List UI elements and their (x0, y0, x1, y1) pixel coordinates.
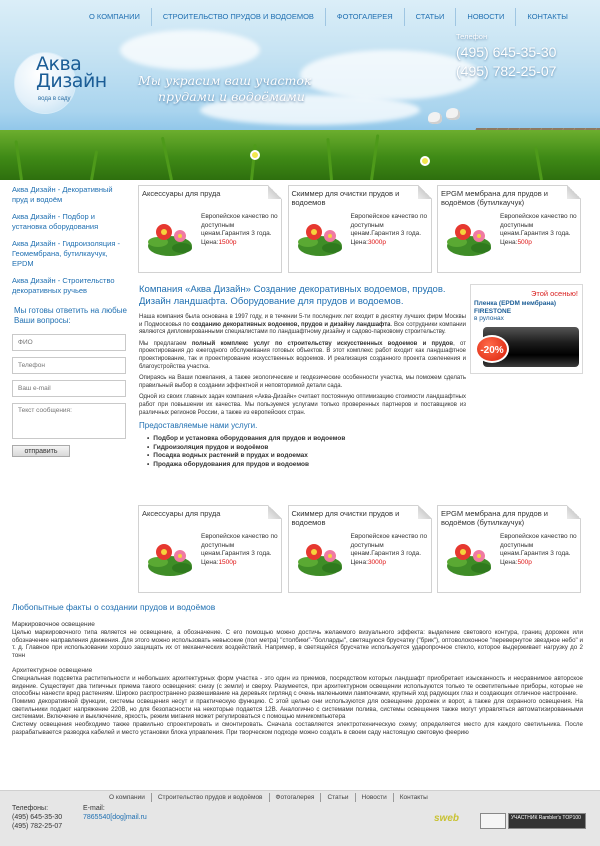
services-title: Предоставляемые нами услуги. (139, 421, 258, 431)
promo-line2: FIRESTONE (474, 307, 512, 315)
text: Мы предлагаем (139, 340, 192, 347)
card-title[interactable]: Аксессуары для пруда (142, 509, 221, 518)
page-fold-icon (418, 185, 432, 199)
logo-tagline: вода в саду (38, 96, 71, 102)
card-desc-text: Европейское качество по доступным ценам.Гарантия 3 года. (500, 213, 577, 237)
card-price: 3000р (367, 558, 387, 566)
top-nav (78, 8, 579, 26)
contact-form (12, 334, 128, 457)
page-fold-icon (418, 505, 432, 519)
counter-badge[interactable] (480, 813, 506, 829)
slogan-line1: Мы украсим ваш участок (138, 73, 312, 88)
footer-email (83, 804, 147, 822)
phone-1: (495) 645-35-30 (456, 44, 557, 60)
card-description (500, 533, 580, 567)
product-cards-bottom (138, 505, 581, 593)
choice-paragraph: Опираясь на Ваши пожелания, а также экологические и геодезические особенности участка, мы поможем сделать правильный выбор в создании эффектной и неповторимой детали сада. (139, 375, 466, 389)
list-item: • Посадка водных растений в прудах и водоемах (147, 452, 466, 461)
card-description (351, 213, 431, 247)
fact-heading: Маркировочное освещение (12, 621, 95, 628)
product-cards-top (138, 185, 581, 273)
footer-nav-about[interactable]: О компании (103, 793, 152, 802)
card-title[interactable]: EPGM мембрана для прудов и водоёмов (бутилкаучук) (441, 509, 548, 527)
header-banner (0, 0, 600, 180)
footer-nav-contacts[interactable]: Контакты (399, 794, 428, 801)
text: . Все сотрудники компании являются дипломированными специалистами по ландшафтному дизайну и садово-парковому строительству. (139, 321, 467, 336)
grass-blade (14, 140, 23, 180)
rambler-top100-badge[interactable]: УЧАСТНИК Rambler's TOP100 (508, 813, 586, 829)
water-lily-image (443, 210, 495, 262)
slogan (138, 73, 338, 105)
product-card[interactable] (437, 505, 581, 593)
footer-nav-articles[interactable]: Статьи (321, 793, 355, 802)
nav-gallery[interactable]: ФОТОГАЛЕРЕЯ (326, 8, 405, 26)
card-price: 3000р (367, 238, 387, 246)
nav-articles[interactable]: СТАТЬИ (405, 8, 457, 26)
footer-nav-gallery[interactable]: Фотогалерея (270, 793, 322, 802)
card-desc-text: Европейское качество по доступным ценам.Гарантия 3 года. (201, 533, 278, 557)
bold-text: полный комплекс услуг по строительству искусственных водоемов и прудов (191, 340, 454, 347)
price-label: Цена: (350, 238, 368, 246)
water-lily-image (443, 530, 495, 582)
card-price: 500р (517, 238, 532, 246)
sidebar (12, 185, 128, 457)
price-label: Цена: (500, 238, 518, 246)
price-label: Цена: (201, 558, 219, 566)
product-card[interactable] (288, 505, 432, 593)
footer-phone-1: (495) 645-35-30 (12, 814, 63, 821)
card-price: 1500р (218, 238, 237, 246)
services-paragraph (139, 341, 466, 371)
email-link[interactable]: 7865540[dog]mail.ru (83, 814, 147, 821)
card-desc-text: Европейское качество по доступным ценам.Гарантия 3 года. (201, 213, 278, 237)
grass-blade (90, 150, 98, 180)
fact-heading: Архитектурное освещение (12, 666, 93, 674)
list-item: • Гидроизоляция прудов и водоёмов (147, 444, 466, 453)
logo[interactable] (14, 52, 107, 114)
intro-paragraph (139, 314, 466, 337)
water-lily-image (294, 530, 346, 582)
grass-blade (326, 138, 333, 180)
grass-blade (161, 137, 173, 180)
flower-image (250, 150, 260, 160)
card-desc-text: Европейское качество по доступным ценам.Гарантия 3 года. (350, 533, 428, 557)
promo-text (471, 298, 582, 323)
footer-nav-news[interactable]: Новости (356, 793, 394, 802)
main-content (139, 284, 466, 469)
logo-name-line1: Аква (36, 53, 82, 75)
send-button[interactable]: отправить (12, 445, 70, 457)
product-card[interactable] (288, 185, 432, 273)
promo-line3: в рулонах (474, 315, 504, 322)
card-title[interactable]: EPGM мембрана для прудов и водоёмов (бутилкаучук) (441, 189, 548, 207)
sweb-logo[interactable]: sweb (434, 813, 460, 824)
seagull-image (428, 112, 442, 124)
product-card[interactable] (138, 505, 282, 593)
card-title[interactable]: Скиммер для очистки прудов и водоемов (291, 189, 400, 207)
card-price: 1500р (218, 558, 237, 566)
fact-paragraph: Систему освещения необходимо также правильно спроектировать и смонтировать. Сначала составляется электротехническую схему; определяется место для каждого светильника. После разрабатывается разводка кабелей и место установки блока управления. При творческом подходе можно создать в своем саду настоящую световую феерию (12, 721, 583, 736)
sidebar-link-waterproofing[interactable]: Аква Дизайн - Гидроизоляция - Геомембрана, бутилкаучук, EPDM (12, 239, 120, 268)
slogan-line2: прудами и водоёмами (158, 89, 305, 104)
facts-title: Любопытные факты о создании прудов и водоёмов (12, 602, 216, 612)
price-label: Цена: (201, 238, 219, 246)
card-price: 500р (517, 558, 532, 566)
fact-paragraph: Специальная подсветка растительности и небольших архитектурных форм участка - это один из приемов, посредством которых ландшафт приобретает изысканность и несравнимое авторское видение. Существует два типичных приема такого освещения: снизу (с земли) и сверху. Разумеется, при архитектурном освещении используются только те осветительные приборы, которые не способны нанести вред растениям. Широко распространено развешивание на деревьях гирлянд с очень маленькими лампочками, крупный ход радующих глаз и создающих отличное настроение. (12, 674, 583, 698)
logo-name (36, 53, 107, 92)
seagull-image (446, 108, 460, 120)
product-card[interactable] (138, 185, 282, 273)
text: Наша компания была основана в 1997 году, и в течении 5-ти последних лет входит в десятку лучших фирм Москвы и Подмосковья по (139, 314, 466, 328)
email-field[interactable] (12, 380, 126, 397)
nav-about[interactable]: О КОМПАНИИ (78, 8, 152, 26)
bold-text: созданию декоративных водоемов, прудов и дизайну ландшафта (191, 321, 391, 328)
header-phones (456, 32, 556, 81)
card-title[interactable]: Аксессуары для пруда (142, 189, 221, 198)
services-list (139, 435, 466, 469)
promo-headline: Этой осенью! (530, 289, 578, 298)
ask-title: Мы готовы ответить на любые Ваши вопросы: (14, 306, 127, 325)
promo-line1: Пленка (EPDM мембрана) (474, 300, 557, 307)
card-description (500, 213, 580, 247)
water-lily-image (294, 210, 346, 262)
footer-nav (103, 793, 434, 802)
fact-paragraph: Целью маркировочного типа является не освещение, а обозначение. С его помощью можно достичь желаемого визуального эффекта: выделение светового контура, границ дорожек или обозначение направления движения. Для этого можно использовать невысокие (пол метра) "столбики"-"болларды", светящуюся брусчатку ("брик"), оптоволоконное "перевернутое звездное небо" и т. д. Главное при использовании хорошо защищать их от механических воздействий. Например, в светящейся брусчатке используется ударопрочное стекло, которое выдерживает нагрузку до 2 тонн (12, 629, 583, 660)
logo-name-line2: Дизайн (36, 70, 107, 92)
sidebar-link-pond[interactable]: Аква Дизайн - Декоративный пруд и водоём (12, 185, 113, 204)
promo-banner[interactable] (470, 284, 583, 374)
card-description (351, 533, 431, 567)
message-field[interactable] (12, 403, 126, 439)
phone-label: Телефон (456, 32, 488, 41)
facts-section (12, 602, 583, 736)
page-fold-icon (567, 185, 581, 199)
card-description (201, 533, 281, 567)
name-field[interactable] (12, 334, 126, 351)
footer-email-label: E-mail: (83, 805, 105, 812)
grass-blade (370, 134, 379, 180)
nav-construction[interactable]: СТРОИТЕЛЬСТВО ПРУДОВ И ВОДОЕМОВ (152, 8, 326, 26)
grass-image (0, 130, 600, 180)
footer-phone-2: (495) 782-25-07 (12, 823, 63, 830)
footer-nav-construction[interactable]: Строительство прудов и водоёмов (152, 793, 270, 802)
product-card[interactable] (437, 185, 581, 273)
page-fold-icon (268, 505, 282, 519)
price-label: Цена: (500, 558, 518, 566)
page-title: Компания «Аква Дизайн» Создание декоративных водоемов, прудов. Дизайн ландшафта. Оборудование для прудов и водоемов. (139, 284, 446, 307)
list-item: • Подбор и установка оборудования для прудов и водоемов (147, 435, 466, 444)
footer-phones (12, 804, 62, 831)
partners-paragraph: Одной из своих главных задач компания «Аква-Дизайн» считает постоянную оптимизацию стоимости ландшафтных работ при повышении их качества. Мы пользуемся услугами только проверенных партнеров и поставщиков из различных регионов России, а также из европейских стран. (139, 394, 466, 416)
water-lily-image (144, 210, 196, 262)
grass-blade (534, 146, 543, 180)
sidebar-link-streams[interactable]: Аква Дизайн - Строительство декоративных ручьев (12, 276, 115, 295)
footer (0, 790, 600, 846)
price-label: Цена: (350, 558, 368, 566)
footer-phones-label: Телефоны: (12, 805, 49, 812)
fact-paragraph: Помимо декоративной функции, системы освещения несут и практическую функцию. С этой целью они используются для освещение дорожек и ворот, а также для охранного освещения. На светильники подают напряжение 220В, но для безопасности на некоторые подается 12В. Аналогично с системами полива, системы освещения также могут управляться автоматизированными системами. Включение и выключение, яркость, режим мигания может регулироваться с помощью миникомпьютера (12, 697, 583, 721)
card-desc-text: Европейское качество по доступным ценам.Гарантия 3 года. (350, 213, 428, 237)
text: , от проектирования до ежегодного обслуживания готовых объектов. В этот комплекс работ входит как ландшафтное проектирование, так и проектирование искусственных водоемов. И реализация созданного проекта озеленения и благоустройства участка. (139, 340, 466, 370)
water-lily-image (144, 530, 196, 582)
phone-2: (495) 782-25-07 (456, 63, 557, 79)
nav-news[interactable]: НОВОСТИ (456, 8, 516, 26)
discount-badge: -20% (475, 335, 509, 363)
list-item: • Продажа оборудования для прудов и водоемов (147, 461, 466, 470)
phone-field[interactable] (12, 357, 126, 374)
cloud (120, 30, 260, 70)
page-fold-icon (567, 505, 581, 519)
nav-contacts[interactable]: КОНТАКТЫ (527, 12, 568, 21)
card-desc-text: Европейское качество по доступным ценам.Гарантия 3 года. (500, 533, 577, 557)
page-fold-icon (268, 185, 282, 199)
card-description (201, 213, 281, 247)
flower-image (420, 156, 430, 166)
sidebar-link-equipment[interactable]: Аква Дизайн - Подбор и установка оборудования (12, 212, 99, 231)
card-title[interactable]: Скиммер для очистки прудов и водоемов (291, 509, 400, 527)
